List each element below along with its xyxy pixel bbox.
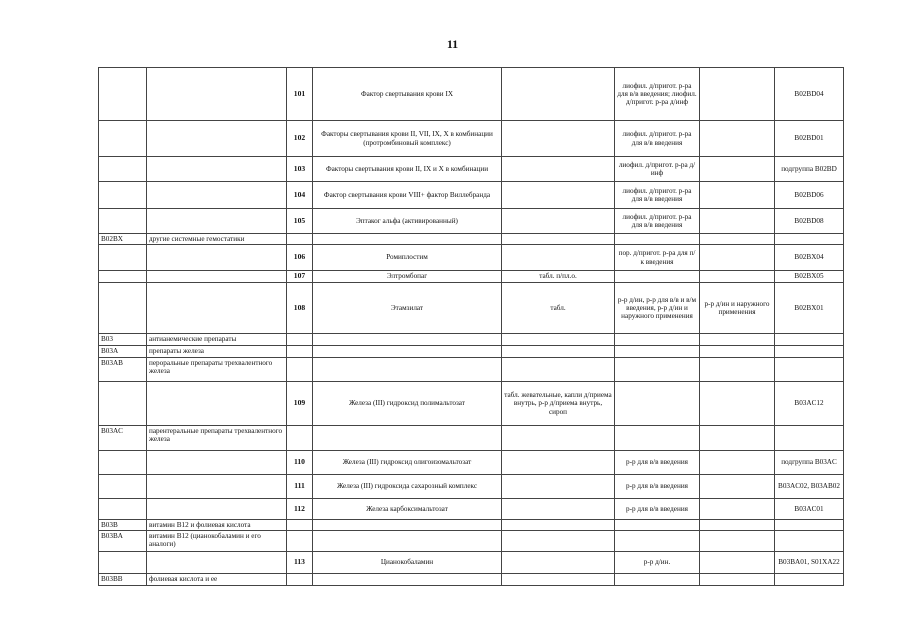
dosage-form-other-cell [700,451,775,475]
item-number-cell [287,574,313,586]
group-name-cell: витамин B12 (цианокобаламин и его аналоги) [147,531,287,552]
dosage-form-injection-cell: р-р д/ин. [615,552,700,574]
item-number-cell [287,346,313,358]
table-row [99,382,844,426]
page-number: 11 [446,37,459,51]
drug-table [98,67,844,586]
item-number-cell: 110 [287,451,313,475]
table-row [99,531,844,552]
atc-code-cell: B03AC [99,426,147,451]
table-row [99,426,844,451]
drug-name-cell [313,334,502,346]
group-name-cell [147,271,287,283]
drug-name-cell: Железа (III) гидроксида сахарозный комплекс [313,475,502,499]
dosage-form-other-cell [700,334,775,346]
table-row [99,68,844,121]
atc-reference-cell: B02BX05 [775,271,844,283]
group-name-cell [147,121,287,157]
dosage-form-injection-cell: р-р для в/в введения [615,475,700,499]
item-number-cell: 111 [287,475,313,499]
table-row [99,346,844,358]
dosage-form-oral-cell [502,182,615,209]
dosage-form-other-cell: р-р д/ин и наружного применения [700,283,775,334]
drug-name-cell [313,346,502,358]
item-number-cell: 103 [287,157,313,182]
atc-code-cell [99,245,147,271]
item-number-cell [287,358,313,382]
atc-reference-cell [775,334,844,346]
dosage-form-other-cell [700,68,775,121]
group-name-cell [147,157,287,182]
drug-name-cell: Фактор свертывания крови VIII+ фактор Виллебранда [313,182,502,209]
atc-reference-cell: B02BD06 [775,182,844,209]
dosage-form-other-cell [700,271,775,283]
drug-name-cell: Факторы свертывания крови II, VII, IX, X в комбинации (протромбиновый комплекс) [313,121,502,157]
dosage-form-oral-cell [502,499,615,520]
atc-reference-cell: B03AC12 [775,382,844,426]
dosage-form-injection-cell [615,234,700,245]
atc-code-cell [99,121,147,157]
dosage-form-injection-cell [615,346,700,358]
dosage-form-other-cell [700,520,775,531]
dosage-form-oral-cell [502,574,615,586]
dosage-form-other-cell [700,157,775,182]
atc-code-cell [99,182,147,209]
table-row [99,283,844,334]
drug-name-cell [313,426,502,451]
dosage-form-other-cell [700,382,775,426]
dosage-form-injection-cell: р-р д/ин, р-р для в/в и в/м введения, р-р д/ин и наружного применения [615,283,700,334]
group-name-cell [147,382,287,426]
group-name-cell: другие системные гемостатики [147,234,287,245]
atc-reference-cell [775,346,844,358]
atc-reference-cell: B03AC01 [775,499,844,520]
drug-name-cell [313,234,502,245]
dosage-form-injection-cell [615,574,700,586]
atc-code-cell [99,475,147,499]
atc-reference-cell [775,520,844,531]
group-name-cell [147,552,287,574]
drug-name-cell: Элтромбопаг [313,271,502,283]
atc-code-cell: B03 [99,334,147,346]
item-number-cell: 113 [287,552,313,574]
group-name-cell: антианемические препараты [147,334,287,346]
dosage-form-other-cell [700,346,775,358]
atc-code-cell [99,283,147,334]
item-number-cell: 112 [287,499,313,520]
group-name-cell [147,182,287,209]
dosage-form-oral-cell [502,358,615,382]
dosage-form-other-cell [700,475,775,499]
atc-reference-cell [775,234,844,245]
group-name-cell: витамин B12 и фолиевая кислота [147,520,287,531]
table-row [99,499,844,520]
item-number-cell [287,234,313,245]
dosage-form-oral-cell [502,234,615,245]
group-name-cell [147,499,287,520]
atc-reference-cell: подгруппа B02BD [775,157,844,182]
group-name-cell [147,283,287,334]
dosage-form-injection-cell [615,531,700,552]
atc-code-cell [99,552,147,574]
atc-code-cell: B02BX [99,234,147,245]
atc-code-cell: B03A [99,346,147,358]
dosage-form-injection-cell: лиофил. д/пригот. р-ра д/инф [615,157,700,182]
drug-name-cell [313,520,502,531]
dosage-form-other-cell [700,574,775,586]
table-row [99,121,844,157]
atc-reference-cell [775,426,844,451]
atc-code-cell [99,382,147,426]
dosage-form-injection-cell: лиофил. д/пригот. р-ра для в/в введения; лиофил. д/пригот. р-ра д/инф [615,68,700,121]
dosage-form-oral-cell: табл. п/пл.о. [502,271,615,283]
dosage-form-other-cell [700,531,775,552]
dosage-form-injection-cell: лиофил. д/пригот. р-ра для в/в введения [615,121,700,157]
drug-name-cell: Фактор свертывания крови IX [313,68,502,121]
group-name-cell [147,245,287,271]
dosage-form-other-cell [700,209,775,234]
drug-name-cell: Железа карбоксимальтозат [313,499,502,520]
drug-name-cell: Железа (III) гидроксид полимальтозат [313,382,502,426]
atc-reference-cell: подгруппа B03AC [775,451,844,475]
group-name-cell [147,451,287,475]
table-row [99,574,844,586]
dosage-form-oral-cell [502,334,615,346]
atc-code-cell [99,157,147,182]
table-row [99,245,844,271]
atc-code-cell: B03B [99,520,147,531]
dosage-form-injection-cell [615,426,700,451]
item-number-cell: 106 [287,245,313,271]
item-number-cell: 109 [287,382,313,426]
table-row [99,182,844,209]
atc-reference-cell [775,531,844,552]
atc-reference-cell: B03AC02, B03AB02 [775,475,844,499]
table-row [99,520,844,531]
table-row [99,358,844,382]
atc-reference-cell [775,358,844,382]
drug-name-cell: Этамзилат [313,283,502,334]
dosage-form-other-cell [700,121,775,157]
drug-name-cell: Цианокобаламин [313,552,502,574]
drug-name-cell: Факторы свертывания крови II, IX и X в комбинации [313,157,502,182]
dosage-form-other-cell [700,358,775,382]
table-row [99,234,844,245]
dosage-form-oral-cell [502,552,615,574]
dosage-form-oral-cell [502,209,615,234]
atc-reference-cell: B02BX04 [775,245,844,271]
table-row [99,271,844,283]
dosage-form-injection-cell: р-р для в/в введения [615,451,700,475]
table-row [99,209,844,234]
group-name-cell [147,209,287,234]
atc-code-cell [99,68,147,121]
table-row [99,451,844,475]
dosage-form-other-cell [700,234,775,245]
item-number-cell [287,334,313,346]
atc-reference-cell [775,574,844,586]
drug-name-cell: Ромиплостим [313,245,502,271]
drug-name-cell [313,358,502,382]
dosage-form-oral-cell [502,346,615,358]
dosage-form-injection-cell [615,382,700,426]
dosage-form-oral-cell [502,531,615,552]
table-row [99,157,844,182]
atc-code-cell: B03AB [99,358,147,382]
atc-code-cell [99,209,147,234]
table-row [99,475,844,499]
table-row [99,334,844,346]
dosage-form-other-cell [700,182,775,209]
dosage-form-injection-cell [615,358,700,382]
item-number-cell: 108 [287,283,313,334]
group-name-cell: препараты железа [147,346,287,358]
item-number-cell [287,426,313,451]
atc-code-cell [99,499,147,520]
atc-reference-cell: B03BA01, S01XA22 [775,552,844,574]
dosage-form-injection-cell: лиофил. д/пригот. р-ра для в/в введения [615,209,700,234]
group-name-cell [147,475,287,499]
dosage-form-oral-cell [502,245,615,271]
atc-code-cell [99,451,147,475]
dosage-form-injection-cell [615,334,700,346]
atc-code-cell: B03BA [99,531,147,552]
group-name-cell: пероральные препараты трехвалентного железа [147,358,287,382]
drug-name-cell [313,531,502,552]
drug-name-cell: Эптаког альфа (активированный) [313,209,502,234]
atc-code-cell: B03BB [99,574,147,586]
drug-name-cell [313,574,502,586]
dosage-form-other-cell [700,499,775,520]
group-name-cell [147,68,287,121]
atc-reference-cell: B02BD01 [775,121,844,157]
item-number-cell: 107 [287,271,313,283]
item-number-cell: 102 [287,121,313,157]
item-number-cell: 101 [287,68,313,121]
atc-reference-cell: B02BD08 [775,209,844,234]
item-number-cell: 104 [287,182,313,209]
item-number-cell [287,531,313,552]
item-number-cell [287,520,313,531]
group-name-cell: парентеральные препараты трехвалентного железа [147,426,287,451]
atc-code-cell [99,271,147,283]
dosage-form-oral-cell: табл. жевательные, капли д/приема внутрь, р-р д/приема внутрь, сироп [502,382,615,426]
item-number-cell: 105 [287,209,313,234]
dosage-form-oral-cell [502,121,615,157]
dosage-form-oral-cell [502,475,615,499]
dosage-form-injection-cell: пор. д/пригот. р-ра для п/к введения [615,245,700,271]
dosage-form-oral-cell: табл. [502,283,615,334]
dosage-form-other-cell [700,552,775,574]
dosage-form-oral-cell [502,520,615,531]
table-row [99,552,844,574]
dosage-form-other-cell [700,426,775,451]
dosage-form-injection-cell: лиофил. д/пригот. р-ра для в/в введения [615,182,700,209]
atc-reference-cell: B02BD04 [775,68,844,121]
atc-reference-cell: B02BX01 [775,283,844,334]
dosage-form-injection-cell [615,520,700,531]
dosage-form-oral-cell [502,157,615,182]
group-name-cell: фолиевая кислота и ее [147,574,287,586]
dosage-form-oral-cell [502,451,615,475]
dosage-form-other-cell [700,245,775,271]
dosage-form-oral-cell [502,68,615,121]
dosage-form-injection-cell [615,271,700,283]
dosage-form-injection-cell: р-р для в/в введения [615,499,700,520]
dosage-form-oral-cell [502,426,615,451]
drug-name-cell: Железа (III) гидроксид олигоизомальтозат [313,451,502,475]
